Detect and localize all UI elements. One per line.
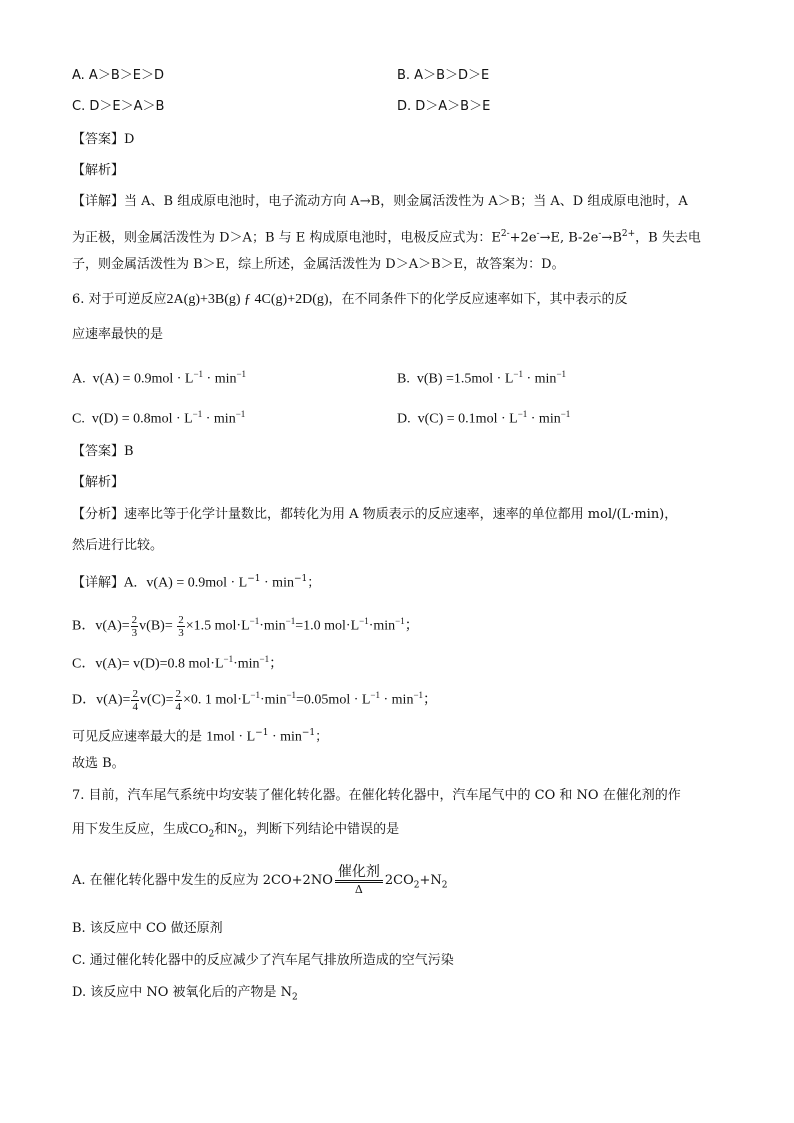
numerator: 2 (178, 613, 184, 626)
detail-text: 可见反应速率最大的是 (72, 729, 203, 745)
detail-text: v(C)= (139, 692, 174, 708)
superscript: −1 (285, 616, 296, 626)
q7-option-c: C. 通过催化转化器中的反应减少了汽车尾气排放所造成的空气污染 (72, 953, 454, 968)
option-text: · min (522, 371, 557, 387)
subscript: 2 (237, 829, 244, 840)
option-text: A. 在催化转化器中发生的反应为 2CO+2NO (72, 873, 333, 888)
detail-text: ·min (260, 692, 287, 708)
q6-detail-c (72, 650, 283, 674)
q5-option-b: B. A＞B＞D＞E (397, 68, 490, 83)
detail-text: ·min (368, 618, 396, 634)
superscript: −1 (286, 690, 297, 700)
detail-label: 【详解】 (72, 575, 125, 591)
superscript: −1 (513, 369, 523, 379)
formula: N (227, 822, 238, 837)
superscript: −1 (250, 690, 260, 700)
subscript: 2 (441, 880, 448, 891)
heat-symbol: Δ (354, 883, 363, 896)
option-text: v(C) = 0.1mol · L (417, 411, 518, 427)
detail-text: D．v(A)= (72, 692, 131, 708)
detail-text: · min (380, 692, 414, 708)
detail-label: 【详解】 (72, 194, 125, 209)
superscript: −1 (192, 409, 203, 419)
q7-stem-line-2 (72, 821, 399, 844)
answer-label: 【答案】 (72, 132, 125, 147)
rate-expression: · min (268, 729, 302, 745)
superscript: −1 (556, 369, 567, 379)
detail-text: =1.0 mol·L (295, 618, 360, 634)
detail-text: A． (124, 575, 147, 591)
detail-text: =0.05mol · L (296, 692, 371, 708)
q6-stem-line-1 (72, 291, 628, 309)
q6-answer (72, 443, 134, 461)
denominator: 4 (175, 700, 182, 713)
stem-text: 和 (214, 822, 228, 837)
q6-detail-a (72, 570, 320, 592)
q6-analyze-line-2: 然后进行比较。 (72, 538, 164, 553)
option-text: v(B) =1.5mol · L (416, 371, 514, 387)
option-text: · min (203, 371, 237, 387)
superscript: −1 (370, 690, 380, 700)
subscript: 2 (208, 829, 215, 840)
q6-final: 故选 B。 (72, 756, 125, 771)
denominator: 3 (178, 626, 184, 639)
rate-expression: · min (260, 575, 294, 591)
superscript: −1 (395, 616, 405, 626)
rate-expression: v(A) = 0.9mol · L (146, 575, 248, 591)
superscript: 2- (500, 229, 510, 239)
q6-stem-line-2: 应速率最快的是 (72, 327, 164, 342)
option-label: B. (397, 371, 410, 387)
denominator: 4 (132, 700, 138, 713)
detail-text: C．v(A)= v(D)=0.8 mol·L (72, 656, 224, 672)
fraction (131, 688, 139, 713)
subscript: 2 (292, 992, 298, 1003)
superscript: −1 (223, 654, 234, 664)
stem-text: ，在不同条件下的化学反应速率如下，其中表示的反 (328, 292, 628, 307)
detail-text: v(B)= (139, 618, 173, 634)
answer-label: 【答案】 (72, 444, 125, 459)
q6-option-b (397, 365, 566, 389)
option-label: A. (72, 371, 86, 387)
q7-option-b: B. 该反应中 CO 做还原剂 (72, 921, 223, 936)
detail-text: ； (315, 729, 329, 745)
denominator: 3 (131, 626, 138, 639)
stem-text: ，判断下列结论中错误的是 (243, 822, 400, 837)
option-text: · min (527, 411, 561, 427)
q6-detail-d (72, 686, 437, 713)
detail-text: ； (404, 618, 419, 634)
detail-text: ·min (259, 618, 286, 634)
q6-option-d (397, 405, 570, 429)
superscript: −1 (560, 409, 571, 419)
detail-text: →B (601, 230, 622, 246)
stem-text: 用下发生反应，生成 (72, 822, 190, 837)
detail-text: ×0 (183, 692, 198, 708)
numerator: 2 (132, 687, 138, 700)
q5-option-a: A. A＞B＞E＞D (72, 68, 164, 83)
superscript: −1 (259, 654, 270, 664)
option-text: v(A) = 0.9mol · L (92, 371, 194, 387)
fraction (131, 614, 139, 639)
option-text: · min (202, 411, 236, 427)
analyze-label: 【分析】 (72, 507, 125, 522)
option-text: 2CO (384, 873, 414, 888)
reaction-equation: 2A(g)+3B(g) ƒ 4C(g)+2D(g) (166, 292, 329, 307)
answer-value: D (124, 132, 135, 147)
superscript: −1 (301, 728, 316, 738)
answer-value: B (124, 444, 134, 459)
detail-text: +2e (509, 230, 537, 246)
catalyst-label: 催化剂 (335, 864, 383, 883)
rate-expression: 1mol · L (206, 729, 256, 745)
q6-analysis-label: 【解析】 (72, 475, 125, 490)
detail-text: ； (423, 692, 438, 708)
option-text: +N (419, 873, 442, 888)
superscript: 2+ (621, 229, 636, 239)
analyze-text: 速率比等于化学计量数比，都转化为用 A 物质表示的反应速率，速率的单位都用 mol/(L·min)， (124, 507, 678, 522)
detail-text: B．v(A)= (72, 618, 130, 634)
superscript: −1 (249, 616, 260, 626)
q5-option-c: C. D＞E＞A＞B (72, 99, 165, 114)
superscript: −1 (517, 409, 528, 419)
detail-text: ； (307, 575, 321, 591)
superscript: −1 (413, 690, 424, 700)
numerator: 2 (175, 687, 182, 700)
superscript: −1 (236, 369, 247, 379)
option-text: D. 该反应中 NO 被氧化后的产物是 N (72, 985, 293, 1000)
superscript: −1 (255, 728, 269, 738)
option-text: v(D) = 0.8mol · L (91, 411, 193, 427)
detail-text: ·min (233, 656, 260, 672)
q6-analyze-line-1 (72, 506, 677, 524)
q7-option-d (72, 984, 298, 1007)
reaction-condition (335, 864, 383, 897)
option-label: D. (397, 411, 411, 427)
q5-option-d: D. D＞A＞B＞E (397, 99, 491, 114)
q6-option-a (72, 365, 246, 389)
detail-text: ×1.5 mol·L (185, 618, 250, 634)
detail-text: ，B 失去电 (635, 230, 701, 246)
superscript: −1 (293, 574, 308, 584)
subscript: 2 (413, 880, 420, 891)
superscript: −1 (359, 616, 369, 626)
q5-detail-line-2 (72, 225, 701, 247)
superscript: - (536, 229, 540, 239)
q6-conclusion (72, 724, 328, 746)
detail-text: →E, B-2e (539, 230, 599, 246)
fraction (175, 688, 183, 713)
detail-text: ； (269, 656, 284, 672)
q6-detail-b (72, 612, 419, 639)
superscript: −1 (247, 574, 261, 584)
q6-option-c (72, 405, 245, 429)
superscript: −1 (193, 369, 204, 379)
stem-text: 6. 对于可逆反应 (72, 292, 167, 307)
option-label: C. (72, 411, 85, 427)
numerator: 2 (131, 613, 138, 626)
q7-stem-line-1: 7. 目前，汽车尾气系统中均安装了催化转化器。在催化转化器中，汽车尾气中的 CO 和 NO 在催化剂的作 (72, 788, 681, 803)
superscript: −1 (235, 409, 246, 419)
superscript: - (598, 229, 602, 239)
formula: CO (189, 822, 209, 837)
detail-text: . 1 mol·L (197, 692, 251, 708)
detail-text: 当 A、B 组成原电池时，电子流动方向 A→B，则金属活泼性为 A＞B；当 A、D 组成原电池时，A (124, 194, 688, 209)
q5-detail-line-3: 子，则金属活泼性为 B＞E，综上所述，金属活泼性为 D＞A＞B＞E，故答案为：D。 (72, 257, 565, 272)
fraction (177, 614, 185, 639)
q7-option-a (72, 864, 448, 897)
detail-text: 为正极，则金属活泼性为 D＞A；B 与 E 构成原电池时，电极反应式为：E (72, 230, 501, 246)
q5-answer (72, 131, 134, 149)
q5-detail-line-1 (72, 193, 688, 211)
q5-analysis-label: 【解析】 (72, 163, 125, 178)
